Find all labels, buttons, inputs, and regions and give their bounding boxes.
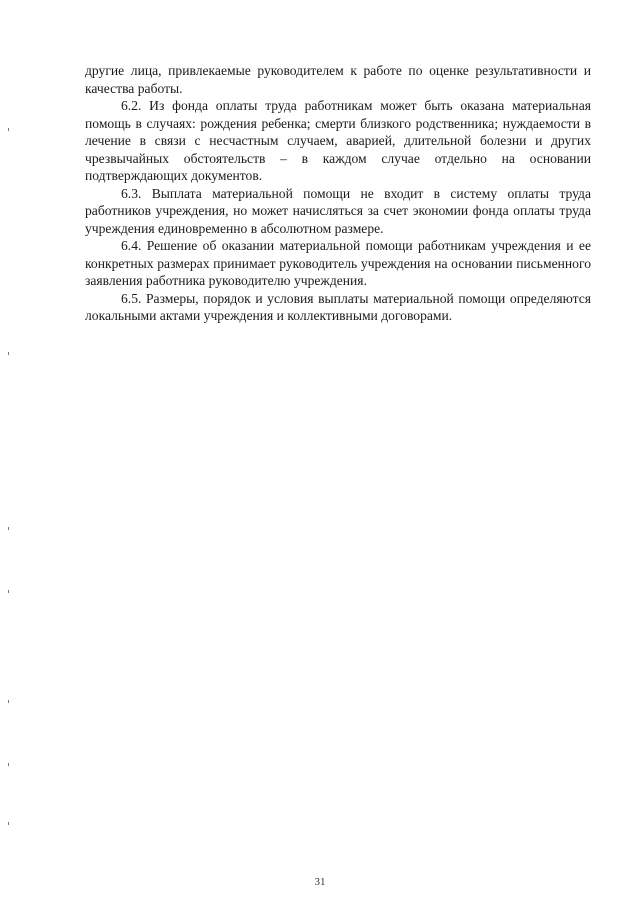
scan-artifact — [8, 527, 9, 530]
scan-artifact — [8, 128, 9, 131]
scan-artifact — [8, 700, 9, 703]
paragraph-6-4: 6.4. Решение об оказании материальной помощи работникам учреждения и ее конкретных размерах принимает руководитель учреждения на основании письменного заявления работника руководителю учреждения. — [85, 238, 591, 288]
paragraph-6-5: 6.5. Размеры, порядок и условия выплаты материальной помощи определяются локальными актами учреждения и коллективными договорами. — [85, 290, 591, 323]
page-number: 31 — [314, 876, 326, 888]
scan-artifact — [8, 822, 9, 825]
paragraph-continuation: другие лица, привлекаемые руководителем к работе по оценке результативности и качества работы. — [85, 63, 591, 96]
scan-artifact — [8, 590, 9, 593]
scan-artifact — [8, 352, 9, 355]
paragraph-6-2: 6.2. Из фонда оплаты труда работникам может быть оказана материальная помощь в случаях: рождения ребенка; смерти близкого родственника; нуждаемости в лечение в связи с несчастным случаем, аварией, длительной болезни и других чрезвычайных обстоятельств – в каждом случае отдельно на основании подтверждающих документов. — [85, 98, 591, 183]
paragraph-6-3: 6.3. Выплата материальной помощи не входит в систему оплаты труда работников учреждения, но может начисляться за счет экономии фонда оплаты труда учреждения единовременно в абсолютном размере. — [85, 185, 591, 236]
body-text — [85, 62, 591, 325]
scan-artifact — [8, 763, 9, 766]
